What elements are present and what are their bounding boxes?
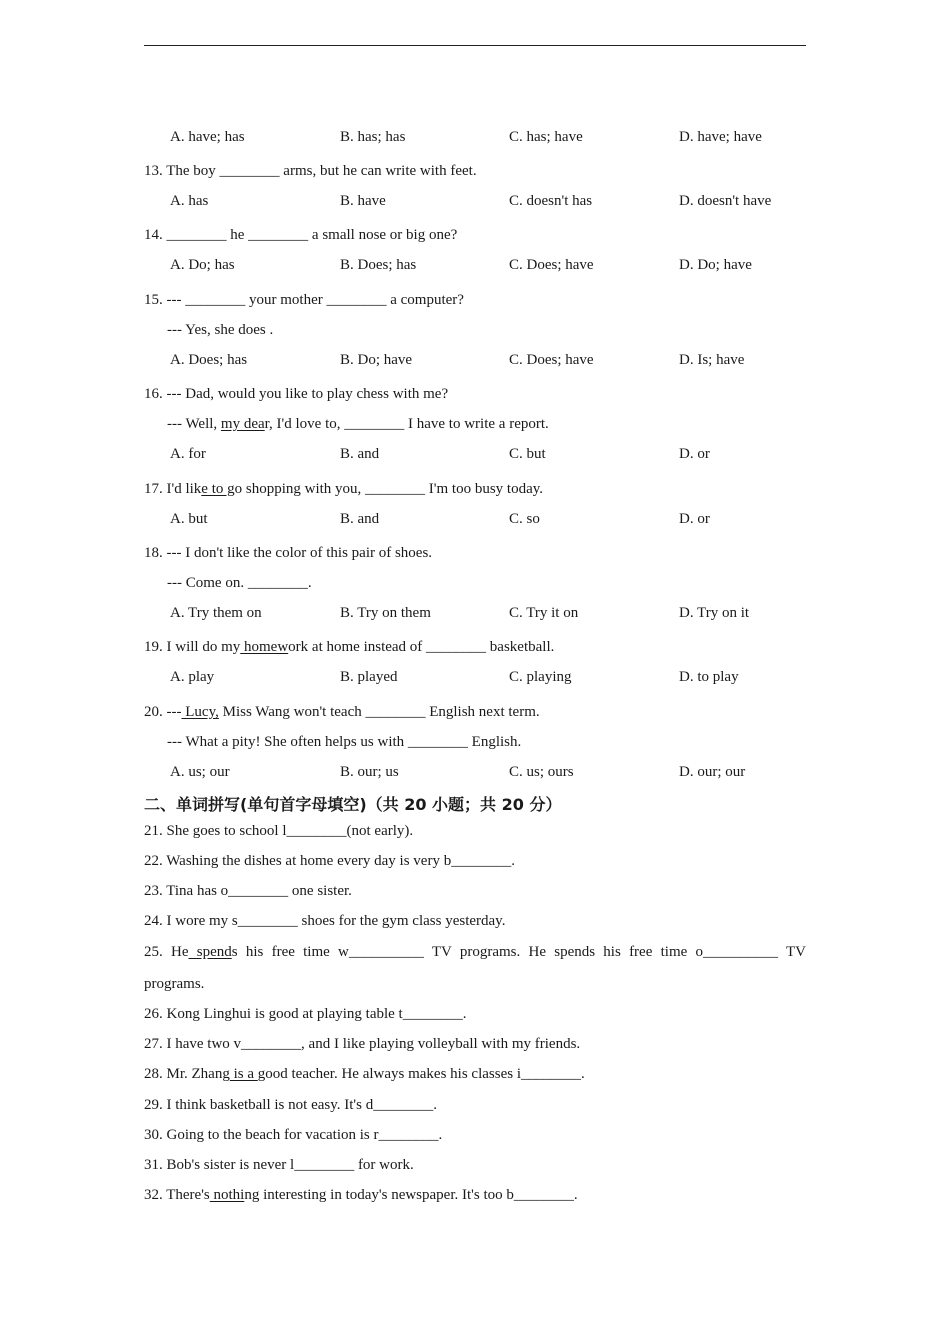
q21: 21. She goes to school l________(not early).: [144, 823, 414, 839]
option-b: B. our; us: [340, 764, 399, 780]
q16-reply-pre: --- Well,: [167, 416, 221, 432]
option-d: D. Is; have: [679, 352, 745, 368]
option-c: C. Does; have: [509, 352, 594, 368]
option-a: A. but: [170, 511, 208, 527]
q19-stem-post: ork at home instead of ________ basketball.: [288, 639, 555, 655]
q20-reply: --- What a pity! She often helps us with ________ English.: [167, 734, 522, 750]
q20-stem-underlined: Lucy,: [181, 704, 219, 720]
option-a: A. play: [170, 669, 215, 685]
q32-post: ng interesting in today's newspaper. It's too b________.: [244, 1187, 578, 1203]
option-d: D. or: [679, 511, 710, 527]
q14-options: [170, 255, 810, 275]
option-c: C. so: [509, 511, 540, 527]
q18-reply: --- Come on. ________.: [167, 575, 312, 591]
option-c: C. playing: [509, 669, 572, 685]
option-a: A. for: [170, 446, 206, 462]
q18-stem: 18. --- I don't like the color of this pair of shoes.: [144, 545, 433, 561]
q28-underlined: is a: [229, 1066, 258, 1082]
option-a: A. has: [170, 193, 209, 209]
option-a: A. Do; has: [170, 257, 235, 273]
q15-options: [170, 350, 810, 370]
q16-options: [170, 444, 810, 464]
q16-reply: [167, 414, 549, 434]
option-b: B. Try on them: [340, 605, 431, 621]
option-b: B. Does; has: [340, 257, 417, 273]
option-d: D. Try on it: [679, 605, 750, 621]
q16-stem: 16. --- Dad, would you like to play chess with me?: [144, 386, 449, 402]
q24: 24. I wore my s________ shoes for the gym class yesterday.: [144, 913, 506, 929]
q19-stem-pre: 19. I will do my: [144, 639, 241, 655]
option-b: B. and: [340, 511, 380, 527]
option-c: C. but: [509, 446, 546, 462]
option-d: D. Do; have: [679, 257, 752, 273]
q23: 23. Tina has o________ one sister.: [144, 883, 352, 899]
q15-reply: --- Yes, she does .: [167, 322, 274, 338]
q13-stem: 13. The boy ________ arms, but he can write with feet.: [144, 163, 477, 179]
q32-underlined: nothi: [209, 1187, 245, 1203]
q25-post: s his free time w__________ TV programs. He spends his free time o__________ TV: [231, 944, 807, 960]
q20-stem-post: Miss Wang won't teach ________ English next term.: [218, 704, 540, 720]
q20-stem: [144, 702, 540, 722]
q28-post: good teacher. He always makes his classes i________.: [257, 1066, 585, 1082]
q16-reply-post: r, I'd love to, ________ I have to write a report.: [264, 416, 549, 432]
option-c: C. has; have: [509, 129, 583, 145]
q28: [144, 1064, 585, 1084]
q31: 31. Bob's sister is never l________ for work.: [144, 1157, 414, 1173]
option-a: A. us; our: [170, 764, 230, 780]
q17-options: [170, 509, 810, 529]
q19-options: [170, 667, 810, 687]
q19-stem: [144, 637, 554, 657]
option-d: D. or: [679, 446, 710, 462]
option-a: A. have; has: [170, 129, 245, 145]
q30: 30. Going to the beach for vacation is r________.: [144, 1127, 443, 1143]
q13-options: [170, 191, 810, 211]
option-d: D. have; have: [679, 129, 762, 145]
q28-pre: 28. Mr. Zhang: [144, 1066, 230, 1082]
q25-underlined: spend: [188, 944, 232, 960]
q26: 26. Kong Linghui is good at playing table t________.: [144, 1006, 467, 1022]
q22: 22. Washing the dishes at home every day is very b________.: [144, 853, 515, 869]
option-b: B. and: [340, 446, 380, 462]
option-c: C. Does; have: [509, 257, 594, 273]
option-d: D. to play: [679, 669, 739, 685]
q17-stem-post: o shopping with you, ________ I'm too busy today.: [234, 481, 544, 497]
q25-continuation: programs.: [144, 976, 205, 992]
q32-pre: 32. There's: [144, 1187, 210, 1203]
section-heading: 二、单词拼写(单句首字母填空)（共 20 小题；共 20 分）: [144, 795, 562, 814]
q29: 29. I think basketball is not easy. It's d________.: [144, 1097, 437, 1113]
option-c: C. Try it on: [509, 605, 579, 621]
q32: [144, 1185, 578, 1205]
q20-stem-pre: 20. ---: [144, 704, 182, 720]
q20-options: [170, 762, 810, 782]
q14-stem: 14. ________ he ________ a small nose or big one?: [144, 227, 458, 243]
option-c: C. doesn't has: [509, 193, 593, 209]
option-b: B. played: [340, 669, 398, 685]
option-d: D. our; our: [679, 764, 746, 780]
q19-stem-underlined: homew: [240, 639, 289, 655]
option-b: B. have: [340, 193, 386, 209]
q15-stem: 15. --- ________ your mother ________ a computer?: [144, 292, 464, 308]
q17-stem-pre: 17. I'd lik: [144, 481, 202, 497]
header-rule: [144, 45, 806, 46]
q17-stem-underlined: e to g: [201, 481, 235, 497]
option-a: A. Does; has: [170, 352, 248, 368]
option-c: C. us; ours: [509, 764, 574, 780]
option-b: B. Do; have: [340, 352, 413, 368]
q12-options: [170, 127, 810, 147]
q25: [144, 942, 806, 962]
option-a: A. Try them on: [170, 605, 262, 621]
option-b: B. has; has: [340, 129, 406, 145]
option-d: D. doesn't have: [679, 193, 772, 209]
q18-options: [170, 603, 810, 623]
q16-reply-underlined: my dea: [220, 416, 265, 432]
q27: 27. I have two v________, and I like playing volleyball with my friends.: [144, 1036, 581, 1052]
q17-stem: [144, 479, 543, 499]
q25-pre: 25. He: [144, 944, 189, 960]
